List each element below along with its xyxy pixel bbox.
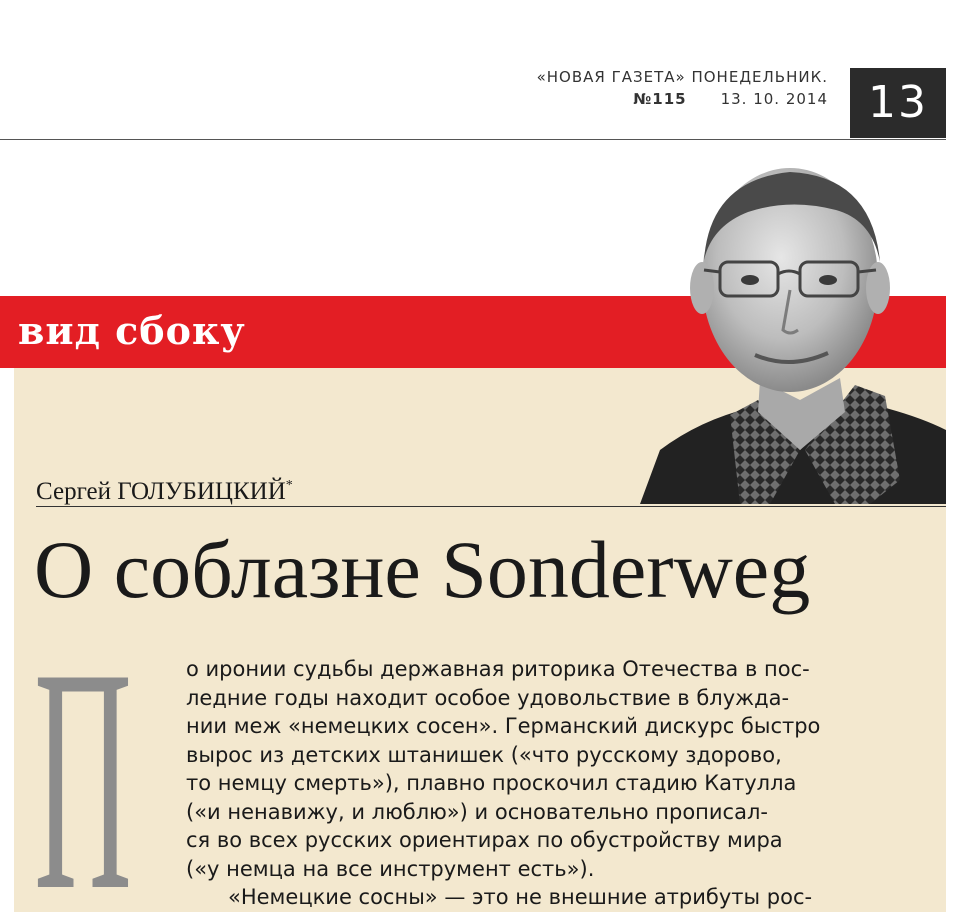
drop-cap bbox=[34, 603, 132, 912]
issue-date: 13. 10. 2014 bbox=[720, 90, 828, 108]
author-photo bbox=[640, 150, 946, 504]
byline-divider bbox=[36, 506, 946, 507]
body-line: ся во всех русских ориентирах по обустройству мира bbox=[186, 828, 783, 852]
rubric-title: вид сбоку bbox=[18, 308, 246, 353]
article-title: О соблазне Sonderweg bbox=[34, 524, 811, 615]
body-line: («и ненавижу, и люблю») и основательно прописал- bbox=[186, 799, 768, 824]
page-number: 13 bbox=[850, 68, 946, 138]
body-line: то немцу смерть»), плавно проскочил стадию Катулла bbox=[186, 771, 797, 795]
issue-number: №115 bbox=[633, 90, 687, 108]
body-line: о иронии судьбы державная риторика Отечества в пос- bbox=[186, 657, 810, 681]
body-line: вырос из детских штанишек («что русскому здорово, bbox=[186, 742, 782, 767]
paper-name-line: «НОВАЯ ГАЗЕТА» ПОНЕДЕЛЬНИК. bbox=[536, 68, 828, 86]
body-line: («у немца на все инструмент есть»). bbox=[186, 856, 595, 881]
author-name: Сергей ГОЛУБИЦКИЙ bbox=[36, 478, 286, 505]
author-byline bbox=[36, 478, 293, 506]
author-footnote-mark: * bbox=[285, 478, 293, 493]
issue-date-line bbox=[537, 88, 828, 110]
body-line: нии меж «немецких сосен». Германский дискурс быстро bbox=[186, 714, 821, 738]
body-line: «Немецкие сосны» — это не внешние атрибуты рос- bbox=[228, 885, 813, 909]
header-divider bbox=[0, 139, 946, 140]
drop-cap-letter: П bbox=[34, 603, 132, 912]
body-line: ледние годы находит особое удовольствие в блужда- bbox=[186, 685, 790, 710]
masthead-info bbox=[537, 66, 828, 110]
article-body bbox=[186, 655, 911, 912]
